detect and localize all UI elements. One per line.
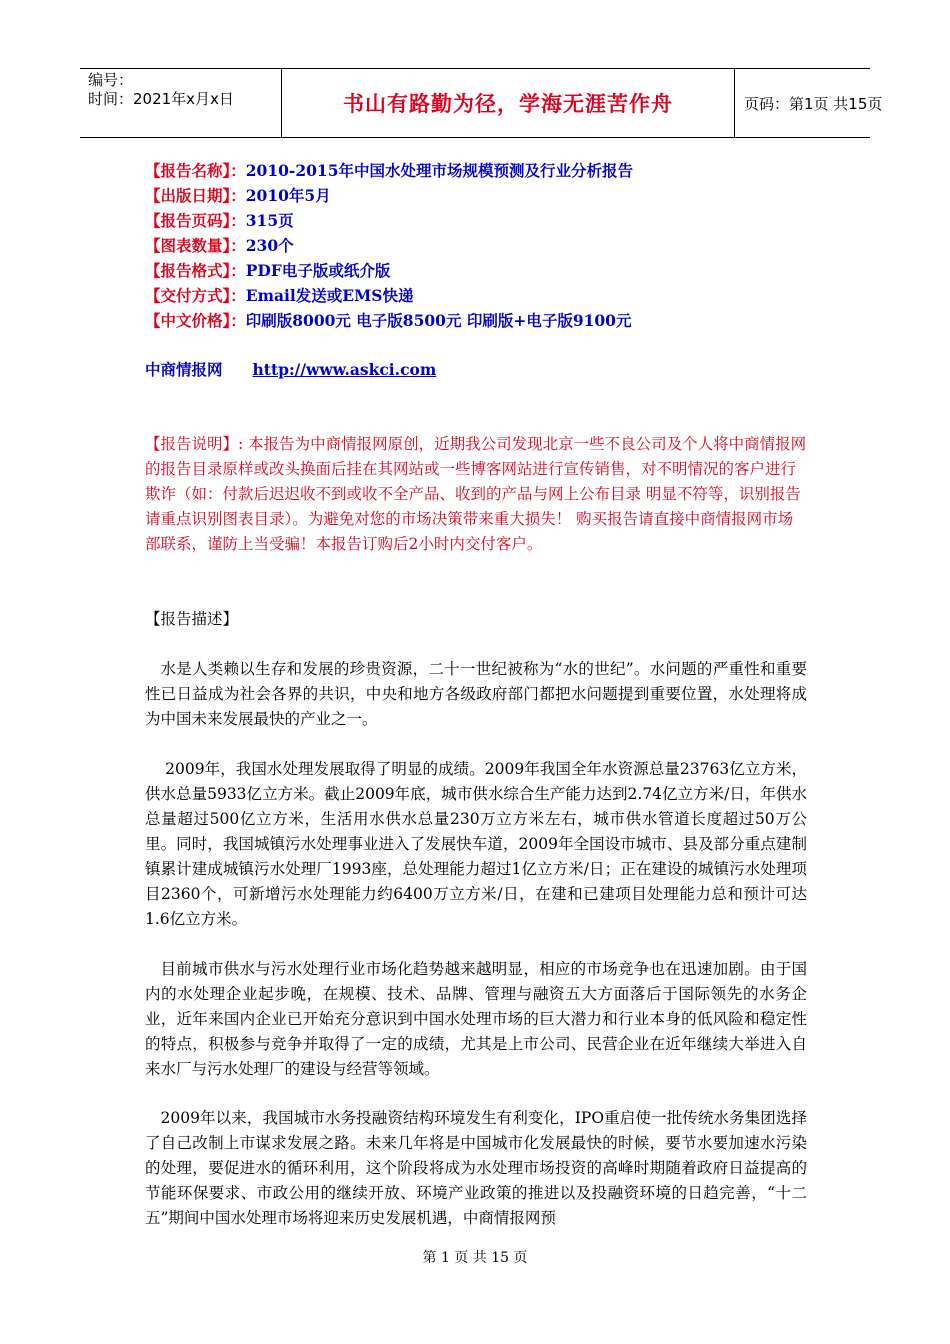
report-info-row (145, 158, 845, 183)
report-info-key: 【中文价格】： (145, 311, 246, 330)
report-info-key: 【出版日期】： (145, 186, 246, 205)
body-paragraph: 目前城市供水与污水处理行业市场化趋势越来越明显，相应的市场竞争也在迅速加剧。由于国内的水处理企业起步晚，在规模、技术、品牌、管理与融资五大方面落后于国际领先的水务企业，近年来国内企业已开始充分意识到中国水处理市场的巨大潜力和行业本身的低风险和稳定性的特点，积极参与竞争并取得了一定的成绩，尤其是上市公司、民营企业在近年继续大举进入自来水厂与污水处理厂的建设与经营等领域。 (145, 960, 807, 1078)
report-notice: 【报告说明】: 本报告为中商情报网原创，近期我公司发现北京一些不良公司及个人将中商情报网的报告目录原样或改头换面后挂在其网站或一些博客网站进行宣传销售，对不明情况的客户进行欺诈（如：付款后迟迟收不到或收不全产品、收到的产品与网上公布目录 明显不符等，识别报告请重点识别图表目录）。为避免对您的市场决策带来重大损失！ 购买报告请直接中商情报网市场部联系，谨防上当受骗！本报告订购后2小时内交付客户。 (145, 435, 807, 553)
header-meta (80, 69, 282, 137)
body-paragraph: 水是人类赖以生存和发展的珍贵资源，二十一世纪被称为“水的世纪”。水问题的严重性和重要性已日益成为社会各界的共识，中央和地方各级政府部门都把水问题提到重要位置，水处理将成为中国未来发展最快的产业之一。 (145, 660, 807, 728)
report-info-key: 【报告名称】： (145, 161, 246, 180)
document-number-label: 编号： (88, 71, 134, 89)
report-info-row (145, 308, 845, 333)
report-info-value: 2010-2015年中国水处理市场规模预测及行业分析报告 (245, 161, 633, 180)
report-info-row (145, 183, 845, 208)
site-line (145, 358, 436, 380)
report-info-row (145, 208, 845, 233)
report-info-key: 【报告页码】： (145, 211, 246, 230)
description-heading: 【报告描述】 (145, 610, 239, 628)
report-info-row (145, 233, 845, 258)
body-paragraph: 2009年，我国水处理发展取得了明显的成绩。2009年我国全年水资源总量23763亿立方米，供水总量5933亿立方米。截止2009年底，城市供水综合生产能力达到2.74亿立方米/日，年供水总量超过500亿立方米，生活用水供水总量230万立方米左右，城市供水管道长度超过50万公里。同时，我国城镇污水处理事业进入了发展快车道，2009年全国设市城市、县及部分重点建制镇累计建成城镇污水处理厂1993座，总处理能力超过1亿立方米/日；正在建设的城镇污水处理项目2360个，可新增污水处理能力约6400万立方米/日，在建和已建项目处理能力总和预计可达1.6亿立方米。 (145, 760, 807, 928)
page-footer: 第 1 页 共 15 页 (422, 1250, 528, 1266)
site-url-link[interactable]: http://www.askci.com (252, 360, 437, 379)
site-name: 中商情报网 (145, 360, 223, 379)
report-info-row (145, 258, 845, 283)
report-info-value: 2010年5月 (245, 186, 331, 205)
report-info-key: 【交付方式】： (145, 286, 246, 305)
header-page-label: 页码：第1页 共15页 (744, 94, 883, 113)
body-paragraph: 2009年以来，我国城市水务投融资结构环境发生有利变化，IPO重启使一批传统水务集团选择了自己改制上市谋求发展之路。未来几年将是中国城市化发展最快的时候，要节水要加速水污染的处理，要促进水的循环利用，这个阶段将成为水处理市场投资的高峰时期随着政府日益提高的节能环保要求、市政公用的继续开放、环境产业政策的推进以及投融资环境的日趋完善，“十二五”期间中国水处理市场将迎来历史发展机遇，中商情报网预 (145, 1109, 807, 1227)
report-info-row (145, 283, 845, 308)
report-info-value: 230个 (245, 236, 294, 255)
report-info (145, 158, 845, 333)
header-table (80, 68, 883, 138)
report-info-value: 印刷版8000元 电子版8500元 印刷版+电子版9100元 (245, 311, 632, 330)
report-info-key: 【图表数量】： (145, 236, 246, 255)
report-info-key: 【报告格式】： (145, 261, 246, 280)
report-info-value: PDF电子版或纸介版 (245, 261, 391, 280)
report-info-value: Email发送或EMS快递 (245, 286, 414, 305)
report-info-value: 315页 (245, 211, 294, 230)
document-date-label: 时间：2021年x月x日 (88, 90, 234, 108)
header-motto: 书山有路勤为径，学海无涯苦作舟 (282, 69, 735, 137)
